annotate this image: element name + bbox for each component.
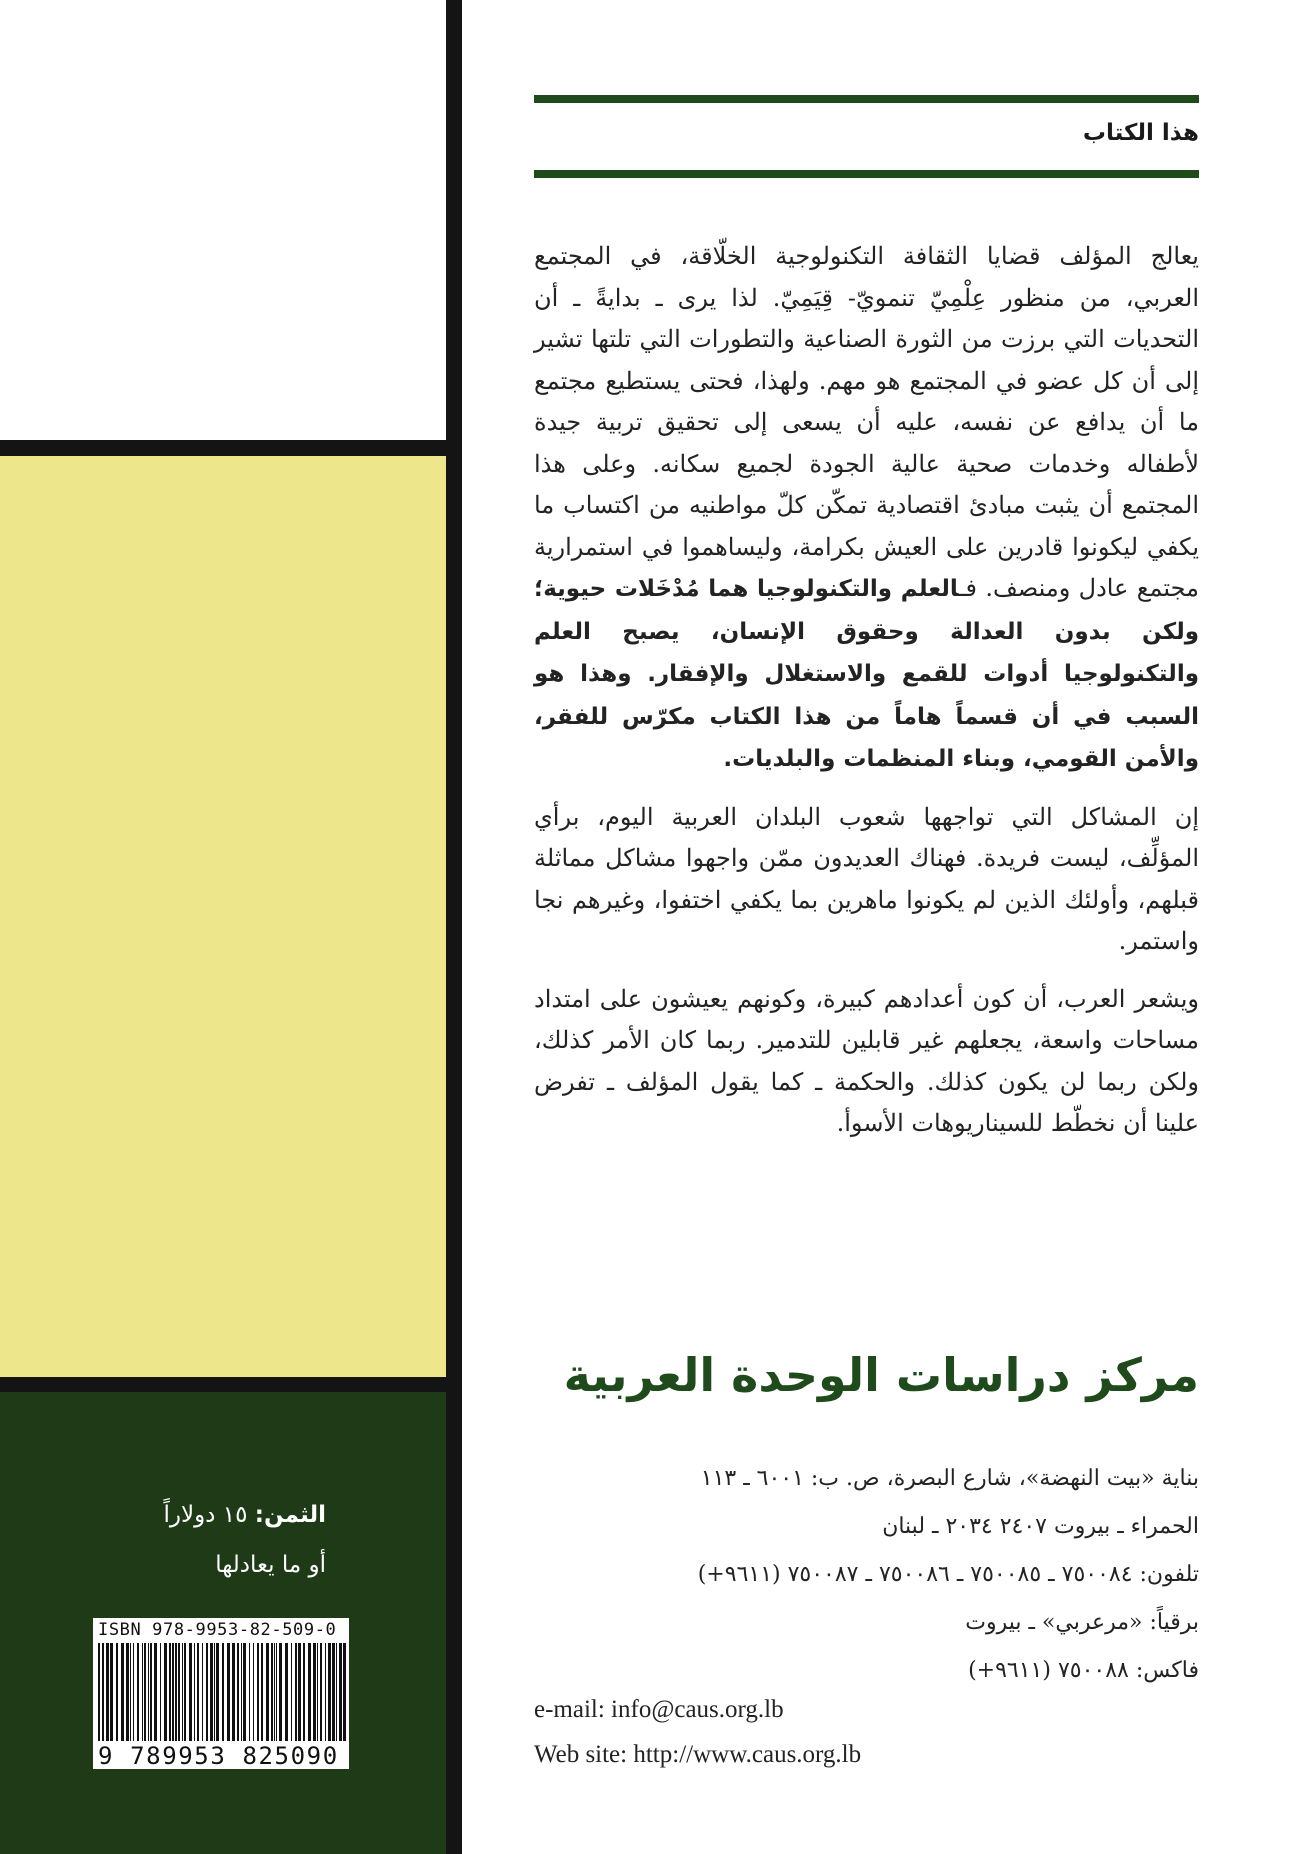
barcode-bar bbox=[116, 1643, 118, 1741]
barcode-bar bbox=[285, 1643, 288, 1741]
barcode-bar bbox=[175, 1643, 177, 1741]
barcode-bar bbox=[133, 1643, 134, 1741]
barcode-bar bbox=[303, 1643, 305, 1741]
section-heading: هذا الكتاب bbox=[1082, 120, 1199, 146]
price-label: الثمن: bbox=[254, 1502, 326, 1528]
barcode-bar bbox=[266, 1643, 269, 1741]
barcode-bar bbox=[178, 1643, 180, 1741]
barcode-bar bbox=[257, 1643, 259, 1741]
left-yellow-panel bbox=[0, 456, 446, 1377]
barcode-bar bbox=[317, 1643, 318, 1741]
barcode-digits: 9 789953 825090 bbox=[98, 1742, 339, 1770]
barcode-bar bbox=[182, 1643, 183, 1741]
black-vertical-band bbox=[446, 0, 462, 1854]
barcode-bar bbox=[210, 1643, 213, 1741]
barcode-bar bbox=[332, 1643, 335, 1741]
barcode-bar bbox=[216, 1643, 219, 1741]
barcode-bar bbox=[189, 1643, 192, 1741]
barcode-bar bbox=[137, 1643, 139, 1741]
blurb-paragraph-1-bold: العلم والتكنولوجيا هما مُدْخَلات حيوية؛ ولكن بدون العدالة وحقوق الإنسان، يصبح العلم والتكنولوجيا أدوات للقمع والاستغلال والإفقار. وهذا هو السبب في أن قسماً هاماً من هذا الكتاب مكرّس للفقر، والأمن القومي، وبناء المنظمات والبلديات. bbox=[534, 576, 1199, 772]
barcode-bar bbox=[144, 1643, 146, 1741]
address-line-2: الحمراء ـ بيروت ٢٤٠٧ ٢٠٣٤ ـ لبنان bbox=[882, 1514, 1199, 1539]
publisher-online bbox=[534, 1687, 1199, 1777]
barcode-bar bbox=[325, 1643, 326, 1741]
barcode-bar bbox=[237, 1643, 239, 1741]
barcode-bar bbox=[172, 1643, 174, 1741]
barcode-bar bbox=[227, 1643, 230, 1741]
blurb-body bbox=[534, 236, 1199, 1161]
barcode-bar bbox=[148, 1643, 149, 1741]
barcode-icon bbox=[98, 1643, 348, 1743]
black-horizontal-band-lower bbox=[0, 1377, 446, 1392]
barcode-bar bbox=[110, 1643, 113, 1741]
barcode-bar bbox=[291, 1643, 292, 1741]
barcode-bar bbox=[214, 1643, 215, 1741]
barcode-bar bbox=[197, 1643, 199, 1741]
barcode-bar bbox=[130, 1643, 131, 1741]
publisher-contact bbox=[534, 1455, 1199, 1695]
barcode-bar bbox=[253, 1643, 254, 1741]
barcode-bar bbox=[154, 1643, 157, 1741]
blurb-paragraph-1-text: يعالج المؤلف قضايا الثقافة التكنولوجية الخلّاقة، في المجتمع العربي، من منظور عِلْمِيّ تنمويّ- قِيَمِيّ. لذا يرى ـ بدايةً ـ أن التحديات التي برزت من الثورة الصناعية والتطورات التي تلتها تشير إلى أن كل عضو في المجتمع هو مهم. ولهذا، فحتى يستطيع مجتمع ما أن يدافع عن نفسه، عليه أن يسعى إلى تحقيق تربية جيدة لأطفاله وخدمات صحية عالية الجودة لجميع سكانه. وعلى هذا المجتمع أن يثبت مبادئ اقتصادية تمكّن كلّ مواطنيه من اكتساب ما يكفي ليكونوا قادرين على العيش بكرامة، وليساهموا في استمرارية مجتمع عادل ومنصف. فـ bbox=[534, 242, 1200, 602]
barcode-bar bbox=[320, 1643, 322, 1741]
barcode-bar bbox=[202, 1643, 203, 1741]
blurb-paragraph-2: إن المشاكل التي تواجهها شعوب البلدان العربية اليوم، برأي المؤلِّف، ليست فريدة. فهناك العديدون ممّن واجهوا مشاكل مماثلة قبلهم، وأولئك الذين لم يكونوا ماهرين بما يكفي اختفوا، وغيرهم نجا واستمر. bbox=[534, 802, 1199, 955]
website-line: Web site: http://www.caus.org.lb bbox=[534, 1741, 862, 1768]
barcode-bar bbox=[343, 1643, 346, 1741]
barcode-bar bbox=[339, 1643, 342, 1741]
telegram-line: برقياً: «مرعربي» ـ بيروت bbox=[965, 1610, 1199, 1635]
barcode-bar bbox=[164, 1643, 167, 1741]
barcode-bar bbox=[194, 1643, 195, 1741]
blurb-paragraph-3: ويشعر العرب، أن كون أعدادهم كبيرة، وكونهم يعيشون على امتداد مساحات واسعة، يجعلهم غير قابلين للتدمير. ربما كان الأمر كذلك، ولكن ربما لن يكون كذلك. والحكمة ـ كما يقول المؤلف ـ تفرض علينا أن نخطّط للسيناريوهات الأسوأ. bbox=[534, 984, 1200, 1137]
address-line-1: بناية «بيت النهضة»، شارع البصرة، ص. ب: ٦٠٠١ ـ ١١٣ bbox=[700, 1466, 1199, 1491]
barcode-bar bbox=[336, 1643, 337, 1741]
black-horizontal-band-upper bbox=[0, 440, 446, 456]
barcode-bar bbox=[232, 1643, 235, 1741]
price-line bbox=[60, 1490, 326, 1540]
barcode-bar bbox=[274, 1643, 275, 1741]
barcode-bar bbox=[279, 1643, 282, 1741]
barcode-bar bbox=[169, 1643, 171, 1741]
barcode-bar bbox=[271, 1643, 273, 1741]
heading-rule-top bbox=[534, 95, 1199, 103]
publisher-name: مركز دراسات الوحدة العربية bbox=[563, 1348, 1199, 1402]
barcode-bar bbox=[249, 1643, 250, 1741]
isbn-text: ISBN 978-9953-82-509-0 bbox=[98, 1620, 337, 1640]
barcode-bar bbox=[184, 1643, 186, 1741]
barcode-bar bbox=[102, 1643, 104, 1741]
barcode-bar bbox=[106, 1643, 109, 1741]
heading-rule-bottom bbox=[534, 170, 1199, 178]
barcode-bar bbox=[243, 1643, 246, 1741]
email-line: e-mail: info@caus.org.lb bbox=[534, 1696, 784, 1723]
price-value: ١٥ دولاراً bbox=[163, 1502, 248, 1528]
price-note: أو ما يعادلها bbox=[215, 1552, 326, 1578]
barcode-bar bbox=[142, 1643, 143, 1741]
price-block bbox=[60, 1490, 326, 1590]
barcode-bar bbox=[308, 1643, 311, 1741]
barcode-bar bbox=[328, 1643, 331, 1741]
barcode-bar bbox=[298, 1643, 301, 1741]
barcode-bar bbox=[121, 1643, 124, 1741]
left-white-panel bbox=[0, 0, 446, 440]
barcode-bar bbox=[222, 1643, 224, 1741]
barcode-bar bbox=[295, 1643, 297, 1741]
barcode-bar bbox=[313, 1643, 316, 1741]
barcode-bar bbox=[150, 1643, 152, 1741]
barcode-bar bbox=[206, 1643, 208, 1741]
barcode-bar bbox=[98, 1643, 100, 1741]
phone-line: تلفون: ٧٥٠٠٨٤ ـ ٧٥٠٠٨٥ ـ ٧٥٠٠٨٦ ـ ٧٥٠٠٨٧ (٩٦١١+) bbox=[697, 1562, 1199, 1587]
barcode-bar bbox=[276, 1643, 277, 1741]
barcode-bar bbox=[160, 1643, 161, 1741]
blurb-paragraph-1 bbox=[534, 236, 1199, 781]
barcode-bar bbox=[126, 1643, 129, 1741]
barcode-bar bbox=[261, 1643, 263, 1741]
fax-line: فاكس: ٧٥٠٠٨٨ (٩٦١١+) bbox=[968, 1658, 1199, 1683]
barcode-bar bbox=[241, 1643, 242, 1741]
